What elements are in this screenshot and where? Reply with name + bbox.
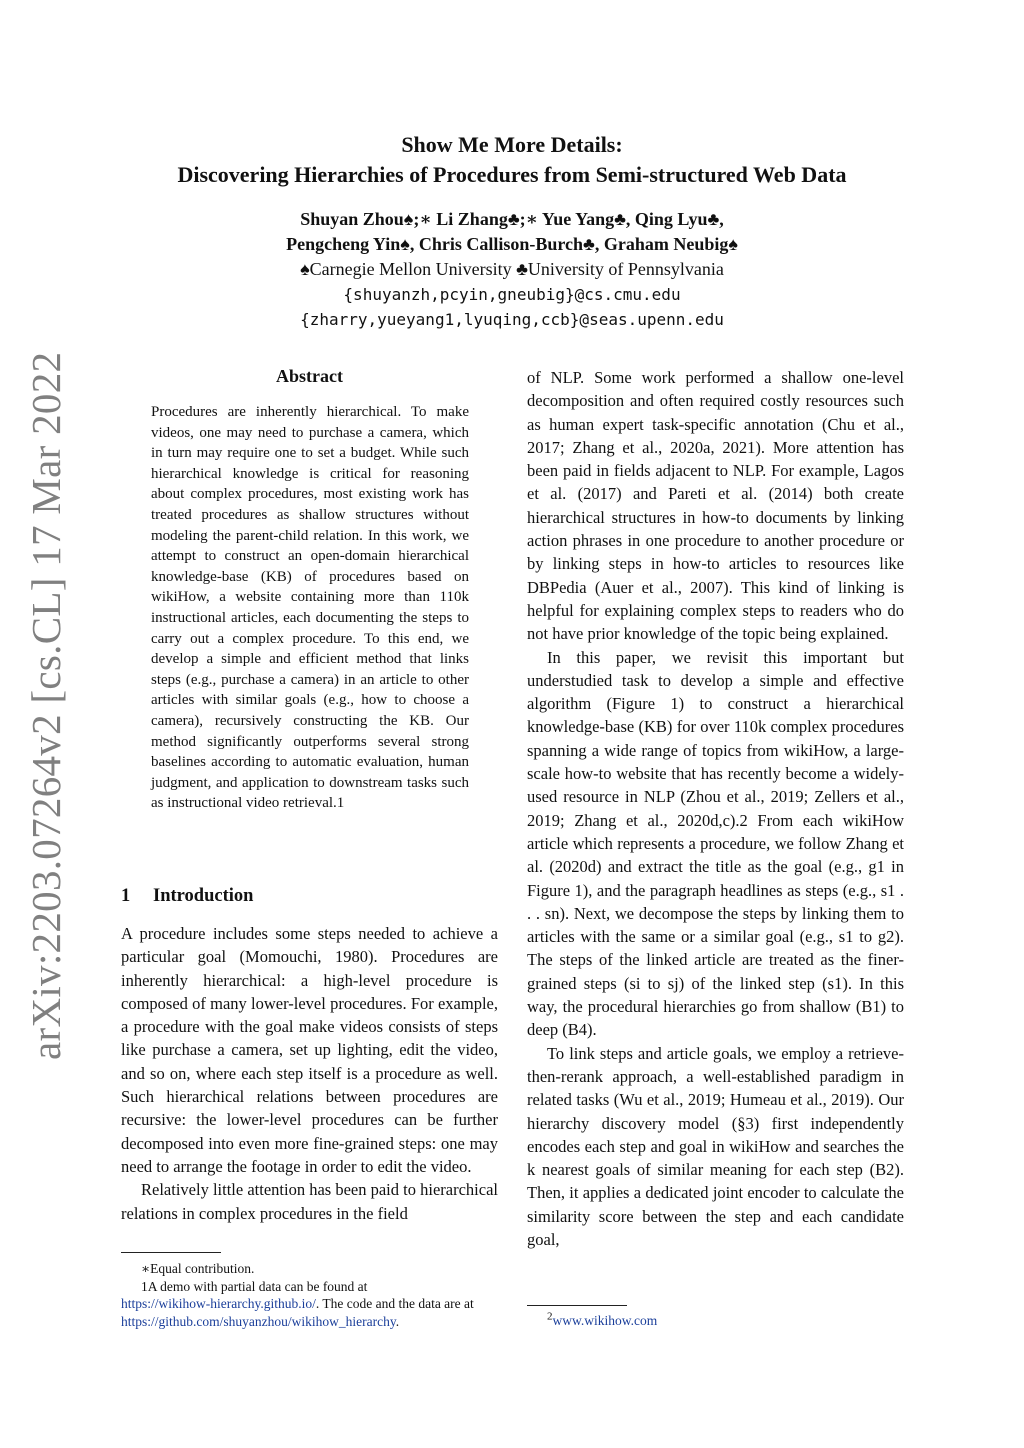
footnotes-right — [547, 1312, 904, 1330]
paper-title-line1: Show Me More Details: — [401, 132, 623, 157]
title-block — [0, 130, 1024, 190]
section-title: Introduction — [153, 886, 254, 906]
footnote-1-body — [121, 1295, 498, 1330]
arxiv-identifier: arXiv:2203.07264v2 [cs.CL] 17 Mar 2022 — [23, 351, 69, 1060]
github-link[interactable]: https://github.com/shuyanzhou/wikihow_hierarchy — [121, 1313, 396, 1329]
intro-paragraph-2: Relatively little attention has been paid to hierarchical relations in complex procedures in the field — [121, 1180, 498, 1223]
footnotes-left — [121, 1260, 498, 1330]
abstract-heading: Abstract — [276, 366, 343, 386]
demo-link[interactable]: https://wikihow-hierarchy.github.io/ — [121, 1296, 316, 1311]
author-line-2: Pengcheng Yin♠, Chris Callison-Burch♣, Graham Neubig♠ — [286, 234, 738, 254]
footnote-1-intro: 1A demo with partial data can be found at — [141, 1278, 368, 1294]
right-paragraph-3: To link steps and article goals, we employ a retrieve-then-rerank approach, a well-established paradigm in related tasks (Wu et al., 2019; Humeau et al., 2019). Our hierarchy discovery model (§3) first independently encodes each step and goal in wikiHow and searches the k nearest goals of similar meaning for each step (B2). Then, it applies a dedicated joint encoder to calculate the similarity score between the step and each candidate goal, — [527, 1043, 904, 1249]
section-heading — [121, 886, 253, 907]
paper-title-line2: Discovering Hierarchies of Procedures from Semi-structured Web Data — [177, 162, 847, 187]
footnote-2-number: 2 — [547, 1310, 553, 1323]
affiliations: ♠Carnegie Mellon University ♣University of Pennsylvania — [300, 259, 724, 279]
intro-left-column — [121, 922, 498, 1225]
footnote-1-end: . — [395, 1313, 400, 1329]
right-paragraph-2: In this paper, we revisit this important but understudied task to develop a simple and effective algorithm (Figure 1) to construct a hierarchical knowledge-base (KB) for over 110k complex procedures spanning a wide range of topics from wikiHow, a large-scale how-to website that has recently become a widely-used resource in NLP (Zhou et al., 2019; Zellers et al., 2019; Zhang et al., 2020d,c).2 From each wikiHow article which represents a procedure, we follow Zhang et al. (2020d) and extract the title as the goal (e.g., g1 in Figure 1), and the paragraph headlines as steps (e.g., s1 . . . sn). Next, we decompose the steps by linking them to articles with the same or a similar goal (e.g., s1 to g2). The steps of the linked article are treated as the finer-grained steps (si to sj) of the linked step (s1). In this way, the procedural hierarchies go from shallow (B1) to deep (B4). — [527, 647, 904, 1040]
footnote-rule-right — [527, 1305, 627, 1306]
footnote-1-mid: . The code and the data are at — [315, 1296, 474, 1311]
section-number: 1 — [121, 886, 131, 906]
intro-right-column — [527, 366, 904, 1251]
wikihow-link[interactable]: www.wikihow.com — [552, 1313, 658, 1328]
author-block — [0, 207, 1024, 332]
right-paragraph-1: of NLP. Some work performed a shallow one-level decomposition and often required costly resources such as human expert task-specific annotation (Chu et al., 2017; Zhang et al., 2020a, 2021). More attention has been paid in fields adjacent to NLP. For example, Lagos et al. (2017) and Pareti et al. (2014) both create hierarchical structures in how-to documents by linking action phrases in one procedure to another procedure or by linking steps in how-to articles to resources like DBPedia (Auer et al., 2007). This kind of linking is helpful for explaining complex steps to readers who do not have prior knowledge of the topic being explained. — [527, 368, 904, 644]
email-upenn: {zharry,yueyang1,lyuqing,ccb}@seas.upenn.edu — [300, 310, 724, 329]
footnote-equal-contribution: ∗Equal contribution. — [141, 1261, 255, 1276]
email-cmu: {shuyanzh,pcyin,gneubig}@cs.cmu.edu — [343, 285, 681, 304]
abstract-text: Procedures are inherently hierarchical. To make videos, one may need to purchase a camera, which in turn may require one to set a budget. While such hierarchical knowledge is critical for reasoning about complex procedures, most existing work has treated procedures as shallow structures without modeling the parent-child relation. In this work, we attempt to construct an open-domain hierarchical knowledge-base (KB) of procedures based on wikiHow, a website containing more than 110k instructional articles, each documenting the steps to carry out a complex procedure. To this end, we develop a simple and efficient method that links steps (e.g., purchase a camera) in an article to other articles with similar goals (e.g., how to choose a camera), recursively constructing the KB. Our method significantly outperforms several strong baselines according to automatic evaluation, human judgment, and application to downstream tasks such as instructional video retrieval.1 — [151, 404, 469, 812]
author-line-1: Shuyan Zhou♠;∗ Li Zhang♣;∗ Yue Yang♣, Qing Lyu♣, — [300, 209, 724, 229]
intro-paragraph-1: A procedure includes some steps needed to achieve a particular goal (Momouchi, 1980). Procedures are inherently hierarchical: a high-level procedure is composed of many lower-level procedures. For example, a procedure with the goal make videos consists of steps like purchase a camera, set up lighting, edit the video, and so on, where each step itself is a procedure as well. Such hierarchical relations between procedures are recursive: the lower-level procedures can be further decomposed into even more fine-grained steps: one may need to arrange the footage in order to edit the video. — [121, 924, 498, 1176]
footnote-rule-left — [121, 1252, 221, 1253]
